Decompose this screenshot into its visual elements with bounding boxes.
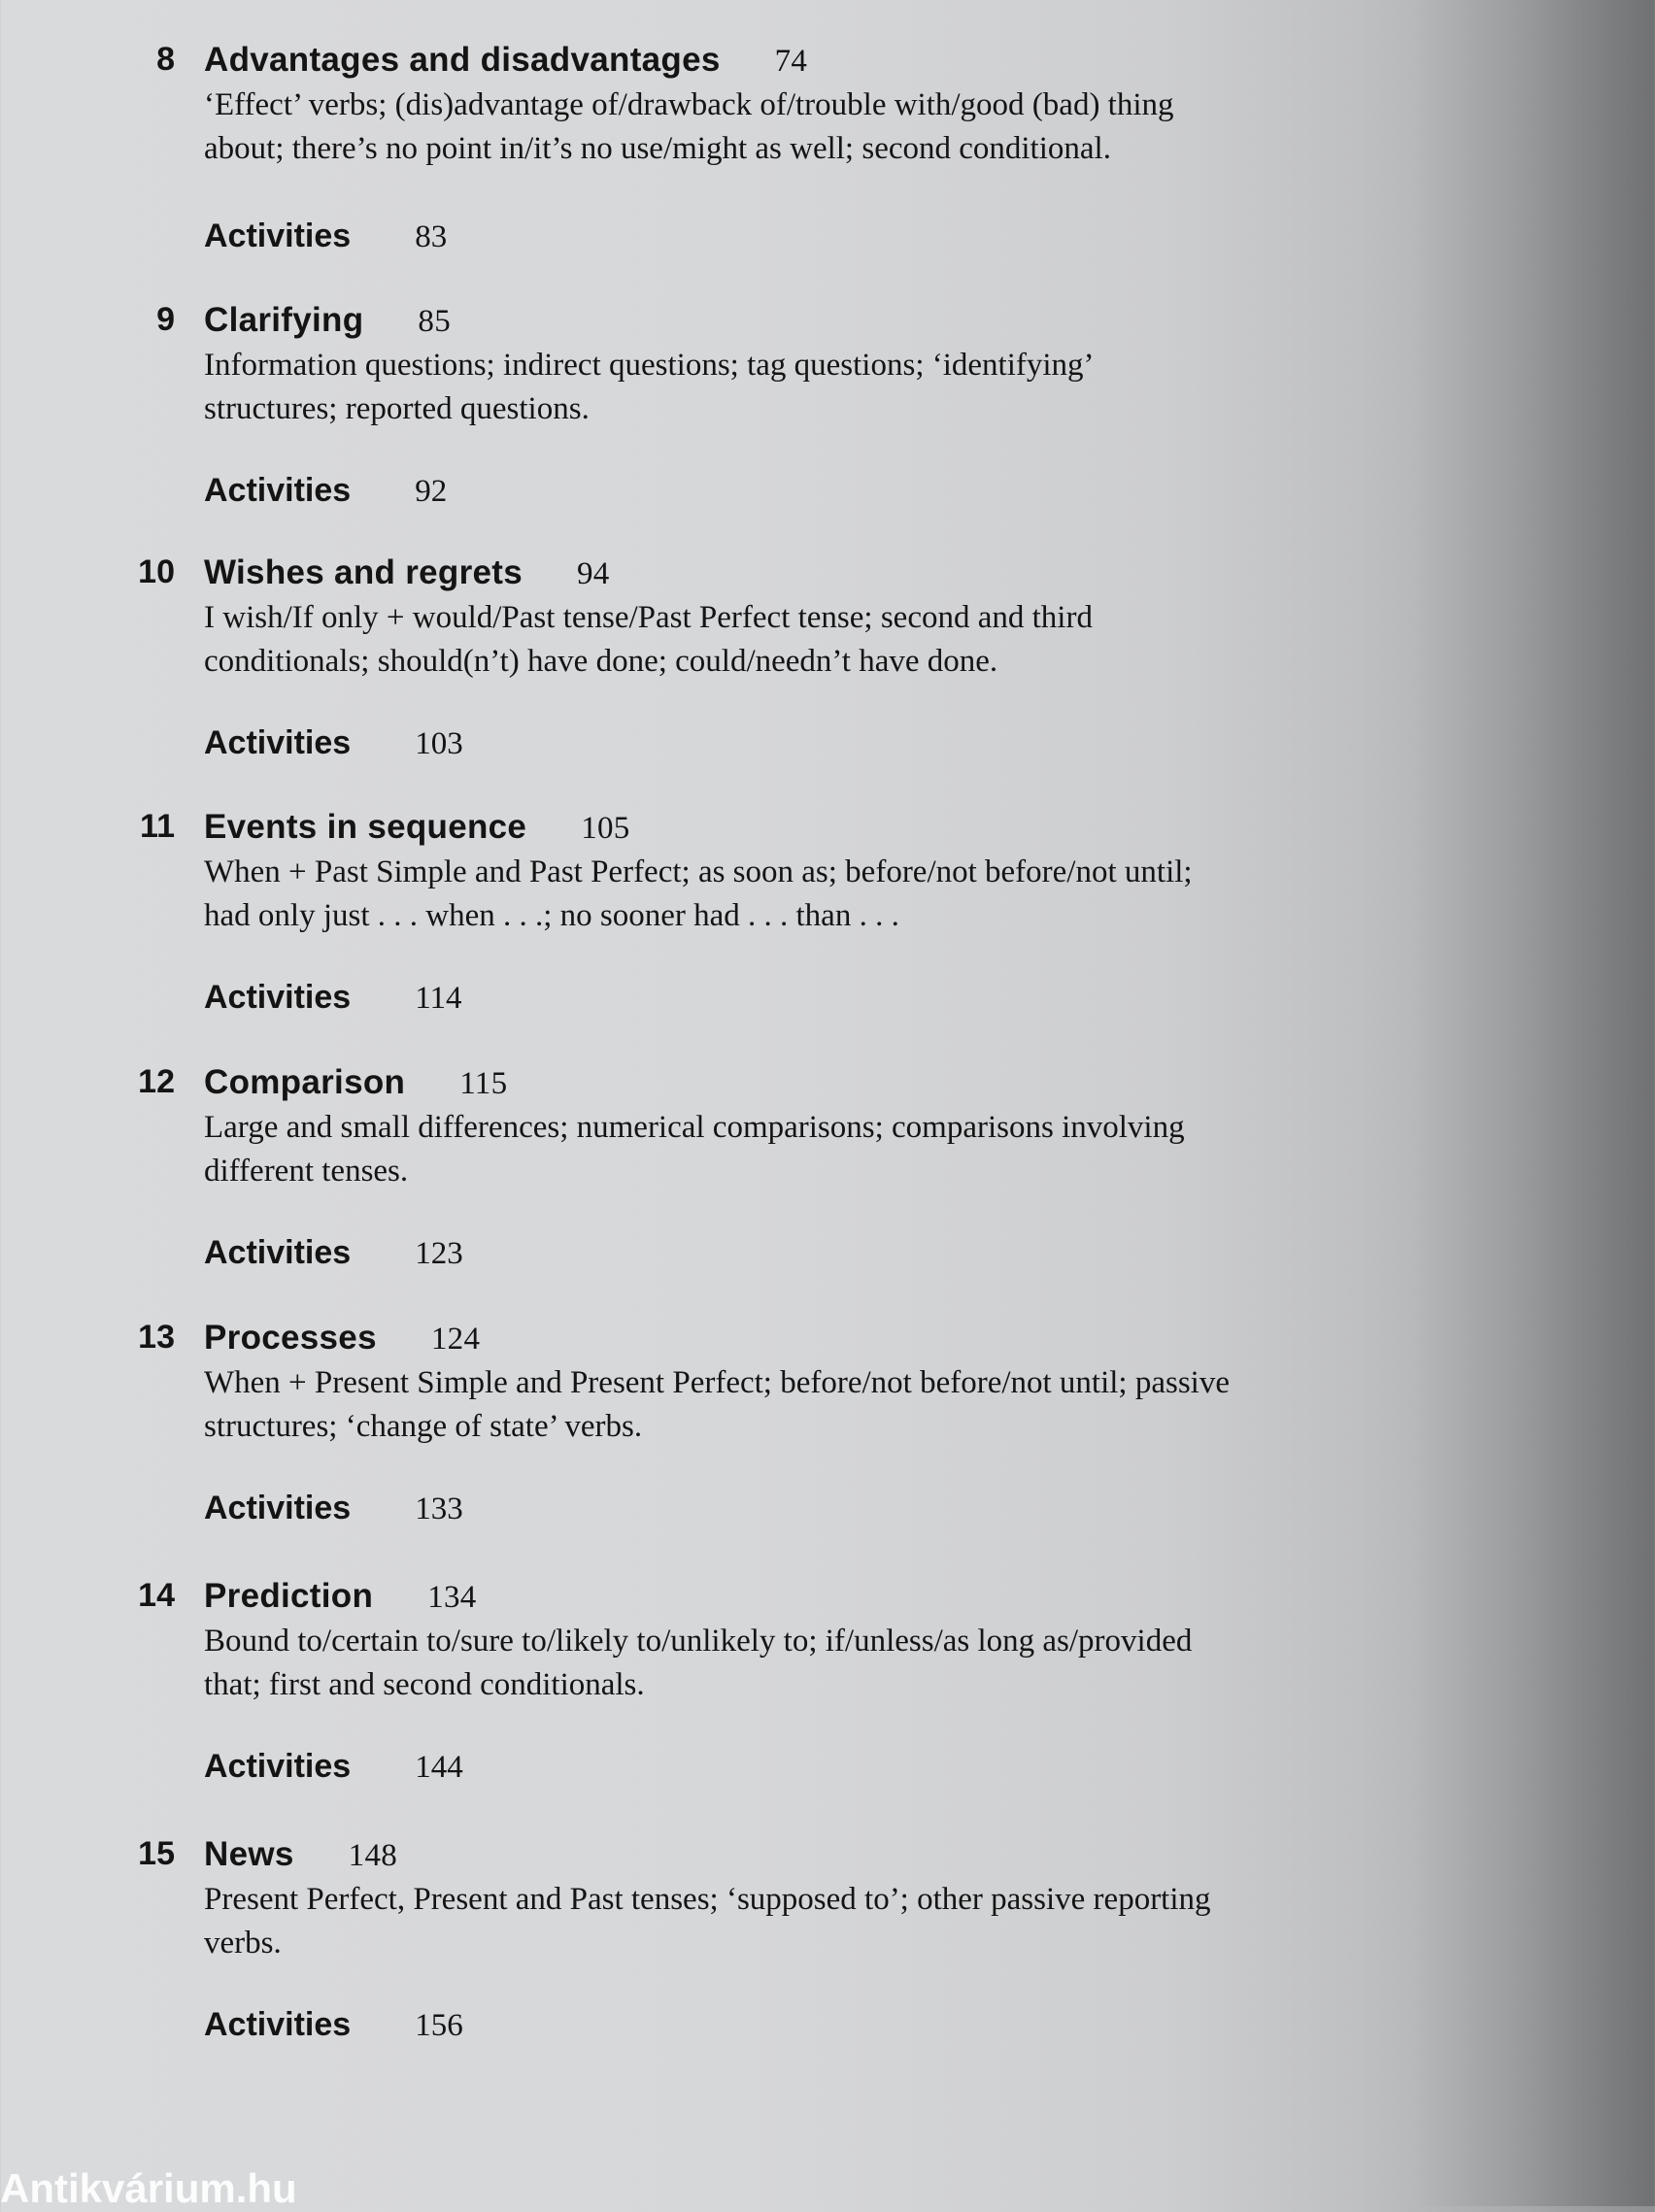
unit-description <box>204 596 1457 684</box>
activities-entry <box>204 1748 463 1786</box>
description-line: that; first and second conditionals. <box>204 1667 645 1702</box>
unit-description <box>204 344 1457 431</box>
activities-label: Activities <box>204 979 352 1016</box>
activities-entry <box>204 979 461 1017</box>
unit-number: 10 <box>138 553 175 590</box>
description-line: ‘Effect’ verbs; (dis)advantage of/drawback of/trouble with/good (bad) thing <box>204 87 1174 122</box>
description-line: conditionals; should(n’t) have done; could/needn’t have done. <box>204 644 998 679</box>
activities-label: Activities <box>204 724 352 761</box>
activities-page: 156 <box>415 2008 463 2043</box>
unit-number: 13 <box>138 1319 175 1356</box>
unit-number: 12 <box>138 1063 175 1100</box>
unit-number: 9 <box>156 301 175 338</box>
activities-label: Activities <box>204 1234 352 1271</box>
activities-entry <box>204 472 447 510</box>
unit-title <box>204 553 610 592</box>
unit-description <box>204 1106 1457 1193</box>
description-line: structures; reported questions. <box>204 391 590 426</box>
activities-page: 92 <box>415 474 448 509</box>
activities-page: 133 <box>415 1491 463 1526</box>
unit-description <box>204 1361 1457 1449</box>
unit-title-text: Processes <box>204 1319 377 1357</box>
unit-title <box>204 1319 480 1357</box>
unit-description <box>204 84 1457 171</box>
description-line: When + Past Simple and Past Perfect; as soon as; before/not before/not until; <box>204 855 1193 889</box>
unit-page: 115 <box>459 1066 508 1101</box>
unit-title-text: Events in sequence <box>204 808 527 846</box>
unit-description <box>204 851 1457 938</box>
unit-title <box>204 1063 507 1102</box>
unit-page: 124 <box>430 1322 481 1357</box>
unit-title <box>204 301 451 340</box>
description-line: Present Perfect, Present and Past tenses; ‘supposed to’; other passive reporting <box>204 1882 1211 1917</box>
unit-title-text: Clarifying <box>204 301 364 339</box>
unit-title <box>204 1835 397 1874</box>
description-line: had only just . . . when . . .; no sooner had . . . than . . . <box>204 898 899 933</box>
activities-page: 83 <box>415 219 448 254</box>
unit-title-text: Advantages and disadvantages <box>204 41 721 79</box>
activities-entry <box>204 218 447 255</box>
activities-page: 114 <box>415 981 462 1016</box>
activities-entry <box>204 2006 463 2044</box>
unit-page: 105 <box>581 811 630 846</box>
activities-page: 103 <box>415 726 463 761</box>
unit-title-text: Comparison <box>204 1063 406 1101</box>
unit-title-text: Prediction <box>204 1577 374 1615</box>
activities-label: Activities <box>204 218 352 254</box>
activities-page: 144 <box>415 1750 463 1785</box>
activities-page: 123 <box>415 1236 463 1271</box>
description-line: different tenses. <box>204 1154 409 1189</box>
activities-entry <box>204 1234 463 1272</box>
description-line: Bound to/certain to/sure to/likely to/unlikely to; if/unless/as long as/provided <box>204 1624 1193 1659</box>
activities-label: Activities <box>204 2006 352 2043</box>
unit-number: 11 <box>140 808 175 845</box>
unit-page: 85 <box>418 304 452 339</box>
unit-number: 8 <box>156 41 175 78</box>
unit-title-text: Wishes and regrets <box>204 553 523 591</box>
description-line: about; there’s no point in/it’s no use/might as well; second conditional. <box>204 131 1111 166</box>
unit-page: 94 <box>576 556 610 591</box>
description-line: I wish/If only + would/Past tense/Past Perfect tense; second and third <box>204 600 1093 635</box>
unit-page: 148 <box>348 1838 398 1873</box>
unit-title <box>204 808 630 847</box>
description-line: Information questions; indirect questions; tag questions; ‘identifying’ <box>204 348 1095 383</box>
unit-title <box>204 1577 477 1616</box>
unit-number: 14 <box>138 1577 175 1614</box>
unit-description <box>204 1878 1457 1965</box>
unit-page: 74 <box>774 44 808 79</box>
activities-entry <box>204 724 463 762</box>
unit-title <box>204 41 807 80</box>
description-line: verbs. <box>204 1926 282 1961</box>
activities-label: Activities <box>204 472 352 509</box>
unit-page: 134 <box>427 1580 477 1615</box>
watermark-text: Antikvárium.hu <box>0 2165 297 2211</box>
activities-label: Activities <box>204 1490 352 1526</box>
activities-label: Activities <box>204 1748 352 1785</box>
unit-description <box>204 1620 1457 1707</box>
description-line: structures; ‘change of state’ verbs. <box>204 1409 643 1444</box>
description-line: When + Present Simple and Present Perfect; before/not before/not until; passive <box>204 1365 1230 1400</box>
description-line: Large and small differences; numerical comparisons; comparisons involving <box>204 1110 1185 1145</box>
unit-number: 15 <box>138 1835 175 1872</box>
unit-title-text: News <box>204 1835 294 1873</box>
activities-entry <box>204 1490 463 1527</box>
